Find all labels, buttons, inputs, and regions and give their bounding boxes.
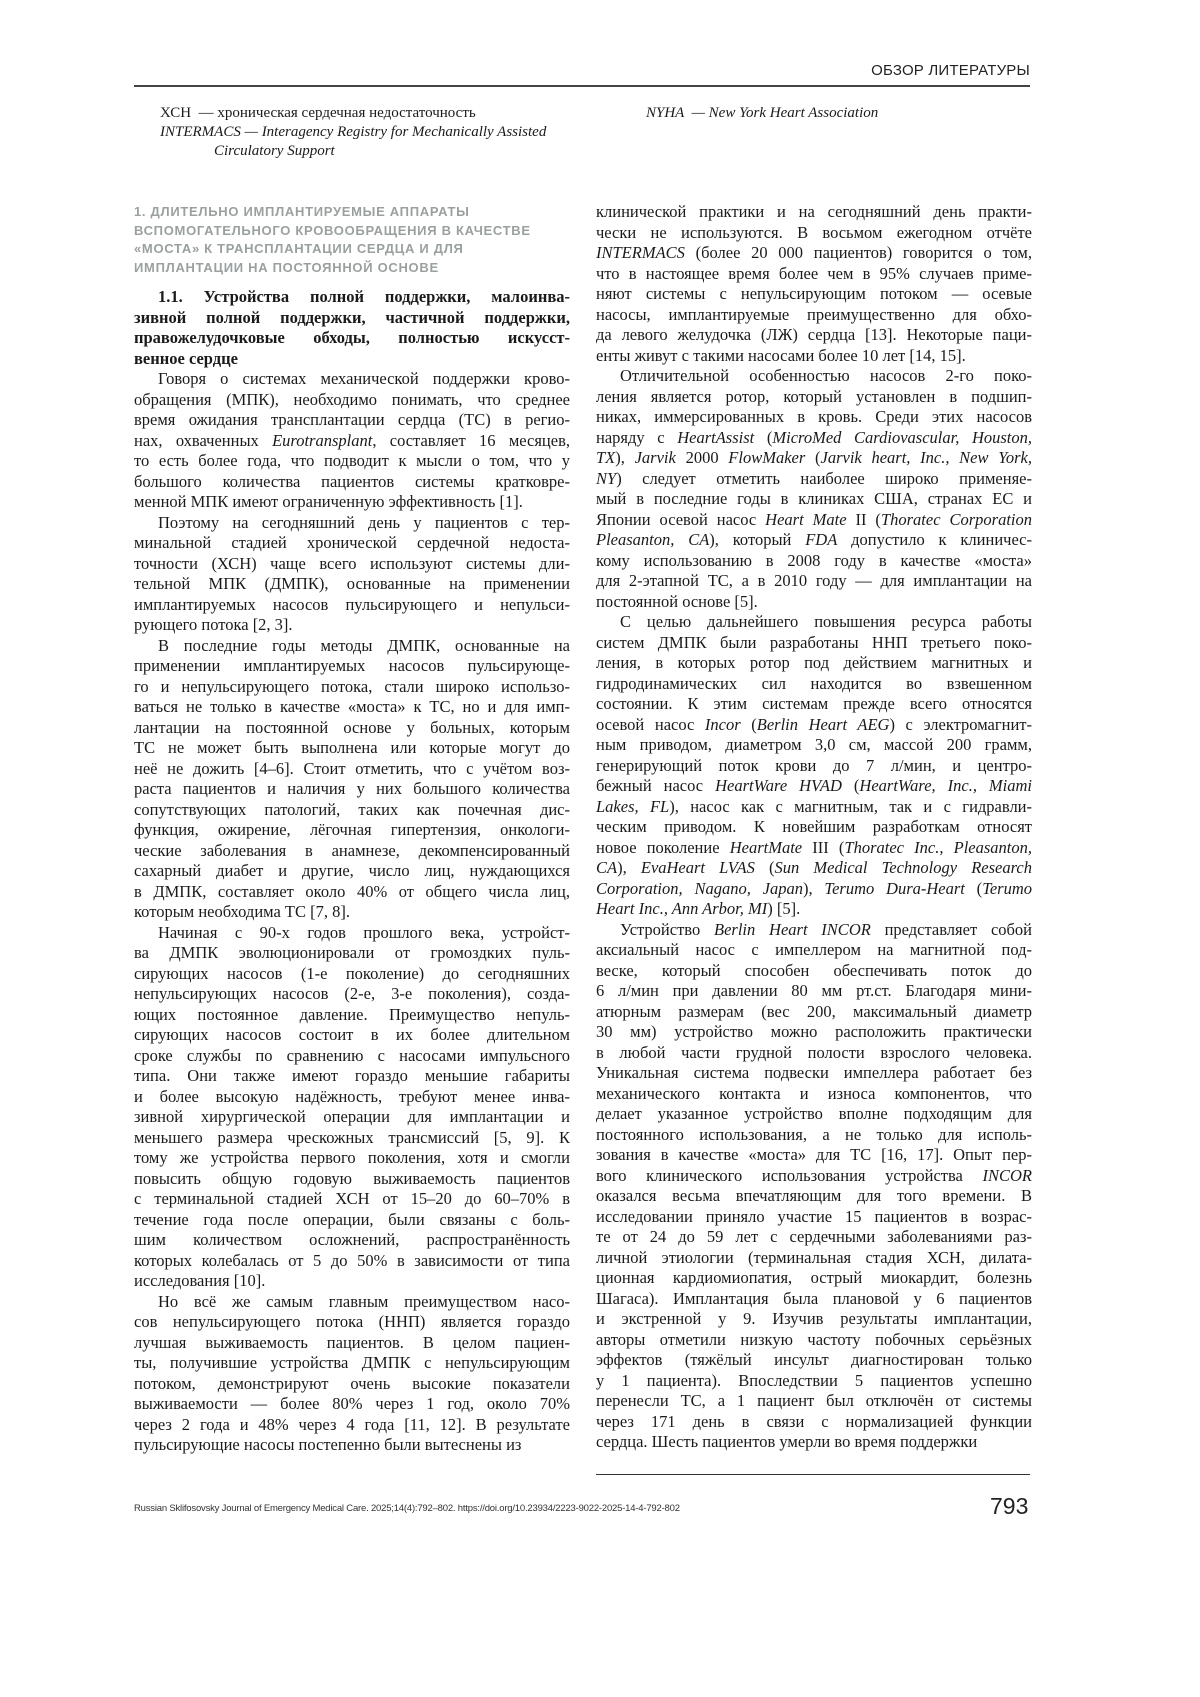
text-segment: ( — [754, 427, 773, 447]
text-line: точности (ХСН) чаще всего используют системы дли- — [134, 553, 570, 573]
text-line: насосы, имплантируемые преимущественно для обхо- — [596, 304, 1032, 324]
italic-term: HeartAssist — [677, 427, 755, 447]
italic-term: Heart Mate — [765, 509, 847, 529]
paragraph — [134, 1292, 570, 1456]
abbreviation-item — [646, 104, 1026, 123]
page-number: 793 — [990, 1493, 1029, 1519]
abbreviations-left — [160, 104, 600, 161]
italic-term: INCOR — [982, 1165, 1032, 1185]
text-line: зования в качестве «моста» для ТС [16, 17]. Опыт пер- — [596, 1145, 1032, 1164]
text-line — [596, 243, 1032, 264]
text-line — [596, 899, 1032, 920]
text-line: зивной полной поддержки, частичной поддержки, — [134, 307, 570, 327]
text-line: течение года после операции, были связаны с боль- — [134, 1209, 570, 1229]
text-line: то есть более года, что подводит к мысли о том, что у — [134, 451, 570, 470]
italic-term: NY — [596, 468, 617, 488]
text-line: аксиальный насос с импеллером на магнитной под- — [596, 940, 1032, 959]
left-column — [134, 287, 570, 1456]
text-line: сирующих насосов состоит в их более длительном — [134, 1025, 570, 1044]
italic-term: Heart Inc., Ann Arbor, MI — [596, 899, 768, 918]
italic-term: Lakes, FL — [596, 796, 670, 816]
text-line: С целью дальнейшего повышения ресурса работы — [620, 612, 1032, 631]
section-heading-line: ИМПЛАНТАЦИИ НА ПОСТОЯННОЙ ОСНОВЕ — [134, 260, 439, 276]
text-line: повысить общую годовую выживаемость пациентов — [134, 1168, 570, 1188]
text-line: неё не дожить [4–6]. Стоит отметить, что с учётом воз- — [134, 758, 570, 778]
paragraph — [596, 202, 1032, 366]
abbreviation-item — [160, 104, 600, 123]
text-line: пульсирующие насосы постепенно были вытеснены из — [134, 1435, 522, 1454]
text-line: ческие заболевания в анамнезе, декомпенсированный — [134, 840, 570, 860]
abbreviation-value: Interagency Registry for Mechanically Assisted Circulatory Support — [214, 124, 547, 159]
text-line: личной этиологии (терминальная стадия ХСН, дилата- — [596, 1247, 1032, 1267]
text-line: раста пациентов и наличия у них большого количества — [134, 779, 570, 798]
text-line: авторы отметили низкую частоту побочных серьёзных — [596, 1329, 1032, 1349]
text-line: сов непульсирующего потока (ННП) является гораздо — [134, 1312, 570, 1331]
text-line: систем ДМПК были разработаны ННП третьего поко- — [596, 632, 1032, 652]
text-segment: Японии осевой насос — [596, 509, 766, 529]
text-segment: ), — [615, 448, 635, 467]
footer-citation: Russian Sklifosovsky Journal of Emergency Medical Care. 2025;14(4):792–802. https://doi.org/10.23934/2223-9022-2025-14-4-792-802 — [134, 1503, 680, 1514]
text-segment: ), который — [709, 530, 806, 549]
italic-term: Terumo — [982, 878, 1033, 898]
text-line: имплантируемых насосов пульсирующего и непульси- — [134, 594, 570, 614]
text-line: состоянии. К этим системам прежде всего относятся — [596, 694, 1032, 713]
italic-term: Sun Medical Technology Research — [774, 858, 1032, 877]
text-line: атюрным размерам (вес 200, максимальный диаметр — [596, 1001, 1032, 1021]
text-line: Уникальная система подвески импеллера работает без — [596, 1063, 1032, 1082]
text-segment: ( — [754, 858, 775, 877]
abbreviation-item — [160, 123, 600, 161]
text-line: няют системы с непульсирующим потоком — осевые — [596, 284, 1032, 303]
text-line: перенесли ТС, а 1 пациент был отключён от системы — [596, 1391, 1032, 1410]
right-column — [596, 202, 1032, 1453]
text-line: клинической практики и на сегодняшний день практи- — [596, 202, 1032, 221]
text-line: тому же устройства первого поколения, хотя и смогли — [134, 1148, 570, 1167]
text-line: сирующих насосов (1-е поколение) до сегодняшних — [134, 963, 570, 983]
text-line: Поэтому на сегодняшний день у пациентов с тер- — [158, 512, 570, 532]
paragraph — [134, 923, 570, 1292]
italic-term: FDA — [805, 530, 838, 549]
text-line: ления, в которых ротор под действием магнитных и — [596, 653, 1032, 672]
text-line: исследовании приняло участие 15 пациентов в возрас- — [596, 1206, 1032, 1226]
text-line: го и непульсирующего потока, стали широко использо- — [134, 676, 570, 696]
abbreviation-sep: — — [191, 105, 218, 121]
text-line — [596, 1166, 1032, 1187]
text-line — [596, 776, 1032, 797]
text-segment: III ( — [802, 837, 845, 857]
text-line: типа. Они также имеют гораздо меньшие габариты — [134, 1066, 570, 1085]
text-line: оказался весьма впечатляющим для того времени. В — [596, 1186, 1032, 1205]
text-segment: ), — [802, 878, 825, 898]
italic-term: Berlin Heart INCOR — [714, 919, 871, 939]
text-segment: бежный насос — [596, 776, 716, 795]
text-segment: ), — [617, 858, 641, 877]
section-heading — [134, 203, 574, 278]
text-line: рующего потока [2, 3]. — [134, 615, 293, 634]
text-line: Но всё же самым главным преимуществом насо- — [158, 1291, 570, 1311]
text-line — [596, 448, 1032, 469]
italic-term: Thoratec Corporation — [880, 509, 1032, 529]
text-line — [596, 879, 1032, 900]
text-line: через 171 день в связи с нормализацией функции — [596, 1411, 1032, 1431]
text-line: чески не используются. В восьмом ежегодном отчёте — [596, 222, 1032, 242]
text-segment: наряду с — [596, 427, 678, 447]
text-line: ТС не может быть выполнена или которые могут до — [134, 738, 570, 757]
text-segment: ( — [841, 776, 860, 795]
text-line: Начиная с 90-х годов прошлого века, устройст- — [158, 922, 570, 942]
text-line: применении имплантируемых насосов пульсирующе- — [134, 656, 570, 675]
abbreviations-right — [646, 104, 1026, 123]
text-segment: нах, охваченных — [134, 430, 273, 450]
text-line: ления является ротор, который установлен в подшип- — [596, 386, 1032, 406]
text-line: 1.1. Устройства полной поддержки, малоинва- — [158, 287, 570, 306]
text-segment: II ( — [846, 509, 881, 529]
text-segment: представляет собой — [870, 919, 1032, 939]
text-line: сроке службы по сравнению с насосами импульсного — [134, 1045, 570, 1065]
italic-term: Terumo Dura-Heart — [824, 878, 965, 898]
text-line — [596, 428, 1032, 449]
header-rule — [134, 85, 1030, 87]
running-head-section: ОБЗОР ЛИТЕРАТУРЫ — [871, 62, 1030, 79]
text-line: сердца. Шесть пациентов умерли во время поддержки — [596, 1432, 978, 1451]
text-segment: ( — [805, 448, 821, 467]
text-line — [596, 469, 1032, 490]
italic-term: MicroMed Cardiovascular, Houston, — [772, 427, 1033, 447]
paragraph — [134, 636, 570, 923]
paragraph — [596, 366, 1032, 612]
italic-term: Berlin Heart AEG — [756, 714, 890, 734]
italic-term: Eurotransplant — [272, 430, 373, 450]
text-line: обращения (МПК), необходимо понимать, что среднее — [134, 389, 570, 409]
text-segment: ), насос как с магнитным, так и с гидравли- — [669, 796, 1032, 816]
text-line: Говоря о системах механической поддержки крово- — [158, 369, 570, 388]
text-line: которых колебалась от 5 до 50% в зависимости от типа — [134, 1250, 570, 1270]
text-segment: ( — [964, 878, 983, 898]
italic-term: Corporation, Nagano, Japan — [596, 878, 803, 898]
text-line — [596, 920, 1032, 941]
text-line: енты живут с такими насосами более 10 лет [14, 15]. — [596, 345, 966, 365]
text-line: минальной стадией хронической сердечной недоста- — [134, 533, 570, 552]
text-segment: ( — [740, 714, 757, 734]
footer-rule — [596, 1474, 1030, 1475]
text-line: меньшего размера чрескожных трансмиссий [5, 9]. К — [134, 1127, 570, 1147]
paragraph — [596, 920, 1032, 1453]
text-segment: ) [5]. — [767, 899, 801, 918]
text-line — [134, 431, 570, 452]
abbreviation-value: New York Heart Association — [708, 105, 879, 121]
text-line: с терминальной стадией ХСН от 15–20 до 60–70% в — [134, 1189, 570, 1208]
italic-term: Incor — [704, 714, 741, 734]
italic-term: TX — [596, 448, 616, 467]
italic-term: Jarvik heart, Inc., New York, — [820, 448, 1032, 467]
text-line: ющих постоянное давление. Преимущество непуль- — [134, 1004, 570, 1024]
text-line: те от 24 до 59 лет с сердечными заболеваниями раз- — [596, 1227, 1032, 1246]
text-line: шим количеством осложнений, распространённость — [134, 1230, 570, 1249]
text-line: Отличительной особенностью насосов 2-го поко- — [620, 366, 1032, 385]
abbreviation-value: хроническая сердечная недостаточность — [217, 105, 476, 121]
text-line: у 1 пациента). Впоследствии 5 пациентов успешно — [596, 1370, 1032, 1390]
text-line: постоянного использования, а не только для исполь- — [596, 1124, 1032, 1144]
text-line: Шагаса). Имплантация была плановой у 6 пациентов — [596, 1288, 1032, 1308]
text-line: ционная кардиомиопатия, острый миокардит, болезнь — [596, 1268, 1032, 1287]
text-line: постоянной основе [5]. — [596, 591, 758, 611]
italic-term: FlowMaker — [728, 448, 806, 467]
text-line: кому использованию в 2008 году в качестве «моста» — [596, 550, 1032, 570]
text-line: В последние годы методы ДМПК, основанные на — [158, 635, 570, 655]
paragraph — [134, 513, 570, 636]
text-line: да левого желудочка (ЛЖ) сердца [13]. Некоторые паци- — [596, 325, 1032, 344]
text-line: гидродинамических сил находится во взвешенном — [596, 673, 1032, 693]
text-segment: допустило к клиничес- — [837, 530, 1032, 549]
text-segment: осевой насос — [596, 714, 705, 734]
section-heading-line: «МОСТА» К ТРАНСПЛАНТАЦИИ СЕРДЦА И ДЛЯ — [134, 241, 464, 257]
text-line: которым необходима ТС [7, 8]. — [134, 902, 350, 921]
abbreviation-key: ХСН — [160, 105, 192, 121]
text-line: ва ДМПК эволюционировали от громоздких пуль- — [134, 943, 570, 962]
section-heading-line: ВСПОМОГАТЕЛЬНОГО КРОВООБРАЩЕНИЯ В КАЧЕСТВЕ — [134, 222, 531, 238]
text-segment: ) с электромагнит- — [889, 714, 1032, 734]
text-line: веске, который способен обеспечивать поток до — [596, 960, 1032, 980]
text-line: ным приводом, диаметром 3,0 см, массой 200 грамм, — [596, 735, 1032, 754]
text-line: ческим приводом. К новейшим разработкам относят — [596, 817, 1032, 836]
italic-term: HeartMate — [729, 837, 803, 857]
text-line: зивной хирургической операции для имплантации и — [134, 1107, 570, 1126]
text-line: генерирующий поток крови до 7 л/мин, и центро- — [596, 755, 1032, 775]
text-line: и более высокую надёжность, требуют менее инва- — [134, 1086, 570, 1106]
paragraph — [134, 369, 570, 513]
italic-term: HeartWare, Inc., Miami — [859, 776, 1033, 795]
text-line: сопутствующих патологий, таких как почечная дис- — [134, 799, 570, 819]
text-line: механического контакта и износа компонентов, что — [596, 1083, 1032, 1103]
text-line: мый в последние годы в клиниках США, странах ЕС и — [596, 489, 1032, 508]
text-line: выживаемости — более 80% через 1 год, около 70% — [134, 1394, 570, 1413]
abbreviation-sep: — — [684, 105, 709, 121]
text-line: лучшая выживаемость пациентов. В целом пациен- — [134, 1332, 570, 1352]
text-line: эффектов (тяжёлый инсульт диагностирован только — [596, 1350, 1032, 1369]
text-segment: вого клинического использования устройства — [596, 1165, 983, 1185]
text-line: менной МПК имеют ограниченную эффективность [1]. — [134, 492, 523, 511]
text-line: в любой части грудной полости взрослого человека. — [596, 1042, 1032, 1062]
text-line — [596, 530, 1032, 551]
italic-term: Pleasanton, CA — [596, 530, 710, 549]
text-segment: (более 20 000 пациентов) говорится о том, — [684, 243, 1032, 262]
text-line: никах, иммерсированных в кровь. Среди этих насосов — [596, 407, 1032, 426]
italic-term: CA — [596, 858, 618, 877]
text-line: потоком, демонстрируют очень высокие показатели — [134, 1373, 570, 1393]
text-line: для 2-этапной ТС, а в 2010 году — для имплантации на — [596, 571, 1032, 590]
text-line — [596, 715, 1032, 736]
italic-term: INTERMACS — [596, 243, 685, 262]
text-segment: 2000 — [675, 448, 729, 467]
text-line: венное сердце — [134, 348, 238, 368]
text-line: 30 мм) устройство можно расположить практически — [596, 1022, 1032, 1041]
text-line: делает указанное устройство вполне подходящим для — [596, 1104, 1032, 1123]
text-line: правожелудочковые обходы, полностью искусст- — [134, 328, 570, 347]
text-line: 6 л/мин при давлении 80 мм рт.ст. Благодаря мини- — [596, 981, 1032, 1000]
subsection-heading — [134, 287, 570, 369]
italic-term: Thoratec Inc., Pleasanton, — [844, 837, 1033, 857]
text-line — [596, 838, 1032, 859]
text-line: большого количества пациентов системы кратковре- — [134, 471, 570, 491]
text-line: и экстренной у 9. Изучив результаты имплантации, — [596, 1309, 1032, 1328]
text-line: ты, получившие устройства ДМПК с непульсирующим — [134, 1353, 570, 1372]
text-line: исследования [10]. — [134, 1271, 266, 1290]
text-line: сахарный диабет и другие, число лиц, нуждающихся — [134, 861, 570, 880]
text-line: время ожидания трансплантации сердца (ТС) в регио- — [134, 410, 570, 429]
text-line: через 2 года и 48% через 4 года [11, 12]. В результате — [134, 1414, 570, 1434]
text-segment: , составляет 16 месяцев, — [372, 430, 570, 450]
text-line: лантации на постоянной основе у больных, которым — [134, 717, 570, 737]
paragraph — [596, 612, 1032, 920]
text-line — [596, 797, 1032, 818]
italic-term: EvaHeart LVAS — [640, 858, 755, 877]
abbreviation-key: INTERMACS — [160, 124, 241, 140]
text-line: что в настоящее время более чем в 95% случаев приме- — [596, 263, 1032, 283]
text-segment: Устройство — [620, 919, 715, 939]
italic-term: HeartWare HVAD — [715, 776, 842, 795]
text-line: функция, ожирение, лёгочная гипертензия, онкологи- — [134, 820, 570, 839]
text-line: ваться не только в качестве «моста» к ТС, но и для имп- — [134, 697, 570, 716]
abbreviation-key: NYHA — [646, 105, 685, 121]
text-line: в ДМПК, составляет около 40% от общего числа лиц, — [134, 881, 570, 901]
abbreviation-sep: — — [240, 124, 262, 140]
text-line: тельной МПК (ДМПК), основанные на применении — [134, 574, 570, 593]
section-heading-line: 1. ДЛИТЕЛЬНО ИМПЛАНТИРУЕМЫЕ АППАРАТЫ — [134, 204, 470, 219]
text-line — [596, 858, 1032, 879]
text-segment: новое поколение — [596, 837, 730, 857]
text-line — [596, 510, 1032, 531]
text-segment: ) следует отметить наиболее широко применяе- — [616, 468, 1032, 488]
italic-term: Jarvik — [634, 448, 676, 467]
text-line: непульсирующих насосов (2-е, 3-е поколения), созда- — [134, 984, 570, 1003]
